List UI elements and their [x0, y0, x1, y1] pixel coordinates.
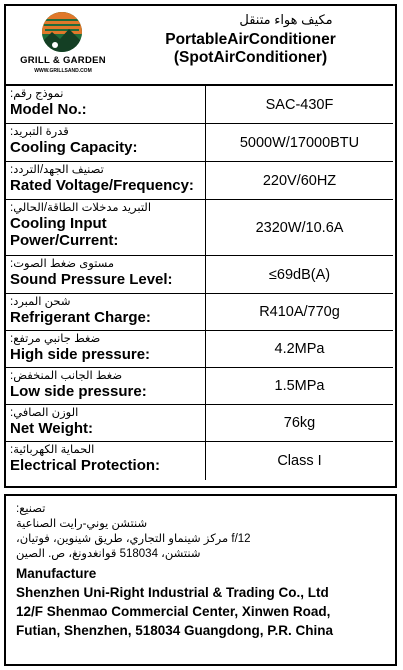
spec-value: 2320W/10.6A: [255, 219, 344, 236]
spec-label-arabic: تصنيف الجهد/التردد:: [10, 164, 104, 176]
spec-value: ≤69dB(A): [268, 266, 331, 283]
spec-label-cell: [4, 442, 206, 480]
spec-label-english: Net Weight:: [10, 420, 94, 437]
spec-label-english: Model No.:: [10, 101, 87, 118]
manufacturer-arabic-line: تصنيع:: [16, 503, 46, 515]
spec-label-english: Cooling Input: [10, 215, 107, 232]
spec-row: [4, 86, 393, 124]
title-line-1: PortableAirConditioner: [165, 31, 336, 48]
manufacturer-english-line: Futian, Shenzhen, 518034 Guangdong, P.R. China: [16, 623, 334, 638]
spec-label-english: High side pressure:: [10, 346, 151, 363]
spec-value: 1.5MPa: [274, 378, 325, 394]
brand-name: GRILL & GARDEN: [20, 55, 106, 66]
spec-label-cell: [4, 162, 206, 199]
manufacturer-english-line: Shenzhen Uni-Right Industrial & Trading Co., Ltd: [16, 585, 329, 600]
spec-row: [4, 331, 393, 368]
brand-logo: [18, 12, 108, 82]
spec-label-english: Low side pressure:: [10, 383, 147, 400]
spec-value: 76kg: [283, 415, 316, 431]
brand-url: WWW.GRILLSAND.COM: [34, 68, 92, 74]
spec-label-english: Rated Voltage/Frequency:: [10, 177, 194, 194]
spec-label-arabic: الحماية الكهربائية:: [10, 444, 95, 456]
manufacturer-arabic-line: شنتشن يوني-رايت الصناعية: [16, 518, 148, 530]
spec-label-arabic: شحن المبرد:: [10, 296, 71, 308]
spec-value: R410A/770g: [259, 304, 340, 320]
title-arabic: مكيف هواء متنقل: [239, 12, 333, 27]
manufacturer-arabic-line: f/12 مركز شينماو التجاري، طريق شينوين، فوتيان،: [16, 533, 251, 545]
label-header: [6, 6, 395, 86]
spec-label-english: Cooling Capacity:: [10, 139, 138, 156]
spec-label-english: Electrical Protection:: [10, 457, 161, 474]
spec-label-arabic: مستوى ضغط الصوت:: [10, 258, 115, 270]
spec-label-english: Refrigerant Charge:: [10, 309, 151, 326]
spec-label-arabic: نموذج رقم:: [10, 88, 64, 100]
spec-row: [4, 442, 393, 480]
spec-label-cell: [4, 368, 206, 404]
spec-label-english-line-2: Power/Current:: [10, 232, 119, 249]
spec-label-cell: [4, 294, 206, 330]
spec-value: Class I: [277, 453, 322, 469]
manufacturer-heading: Manufacture: [16, 566, 97, 581]
spec-value: 5000W/17000BTU: [239, 134, 360, 151]
spec-label-arabic: ضغط الجانب المنخفض:: [10, 370, 123, 382]
spec-row: [4, 124, 393, 162]
spec-row: [4, 256, 393, 294]
spec-label-cell: [4, 331, 206, 367]
title-english: [106, 31, 395, 67]
spec-row: [4, 405, 393, 442]
spec-label-arabic: قدرة التبريد:: [10, 126, 69, 138]
title-line-2: (SpotAirConditioner): [173, 49, 328, 66]
spec-label-cell: [4, 200, 206, 255]
spec-value: 220V/60HZ: [262, 172, 337, 189]
spec-label-arabic: الوزن الصافي:: [10, 407, 79, 419]
manufacturer-arabic-line: شنتشن، 518034 قوانغدونغ، ص. الصين: [16, 548, 201, 560]
manufacturer-english-line: 12/F Shenmao Commercial Center, Xinwen Road,: [16, 604, 331, 619]
spec-label-cell: [4, 124, 206, 161]
spec-label-cell: [4, 405, 206, 441]
spec-label-arabic: ضغط جانبي مرتفع:: [10, 333, 101, 345]
spec-label-cell: [4, 256, 206, 293]
spec-table: [4, 84, 393, 480]
grill-garden-logo-icon: [42, 12, 82, 52]
spec-row: [4, 294, 393, 331]
spec-value: 4.2MPa: [274, 341, 325, 357]
spec-value: SAC-430F: [265, 96, 334, 113]
spec-row: [4, 200, 393, 256]
manufacturer-box: [4, 494, 397, 666]
spec-row: [4, 368, 393, 405]
spec-label-cell: [4, 86, 206, 123]
spec-row: [4, 162, 393, 200]
spec-label-english: Sound Pressure Level:: [10, 271, 173, 288]
spec-label-arabic: التبريد مدخلات الطاقة/الحالي:: [10, 202, 152, 214]
